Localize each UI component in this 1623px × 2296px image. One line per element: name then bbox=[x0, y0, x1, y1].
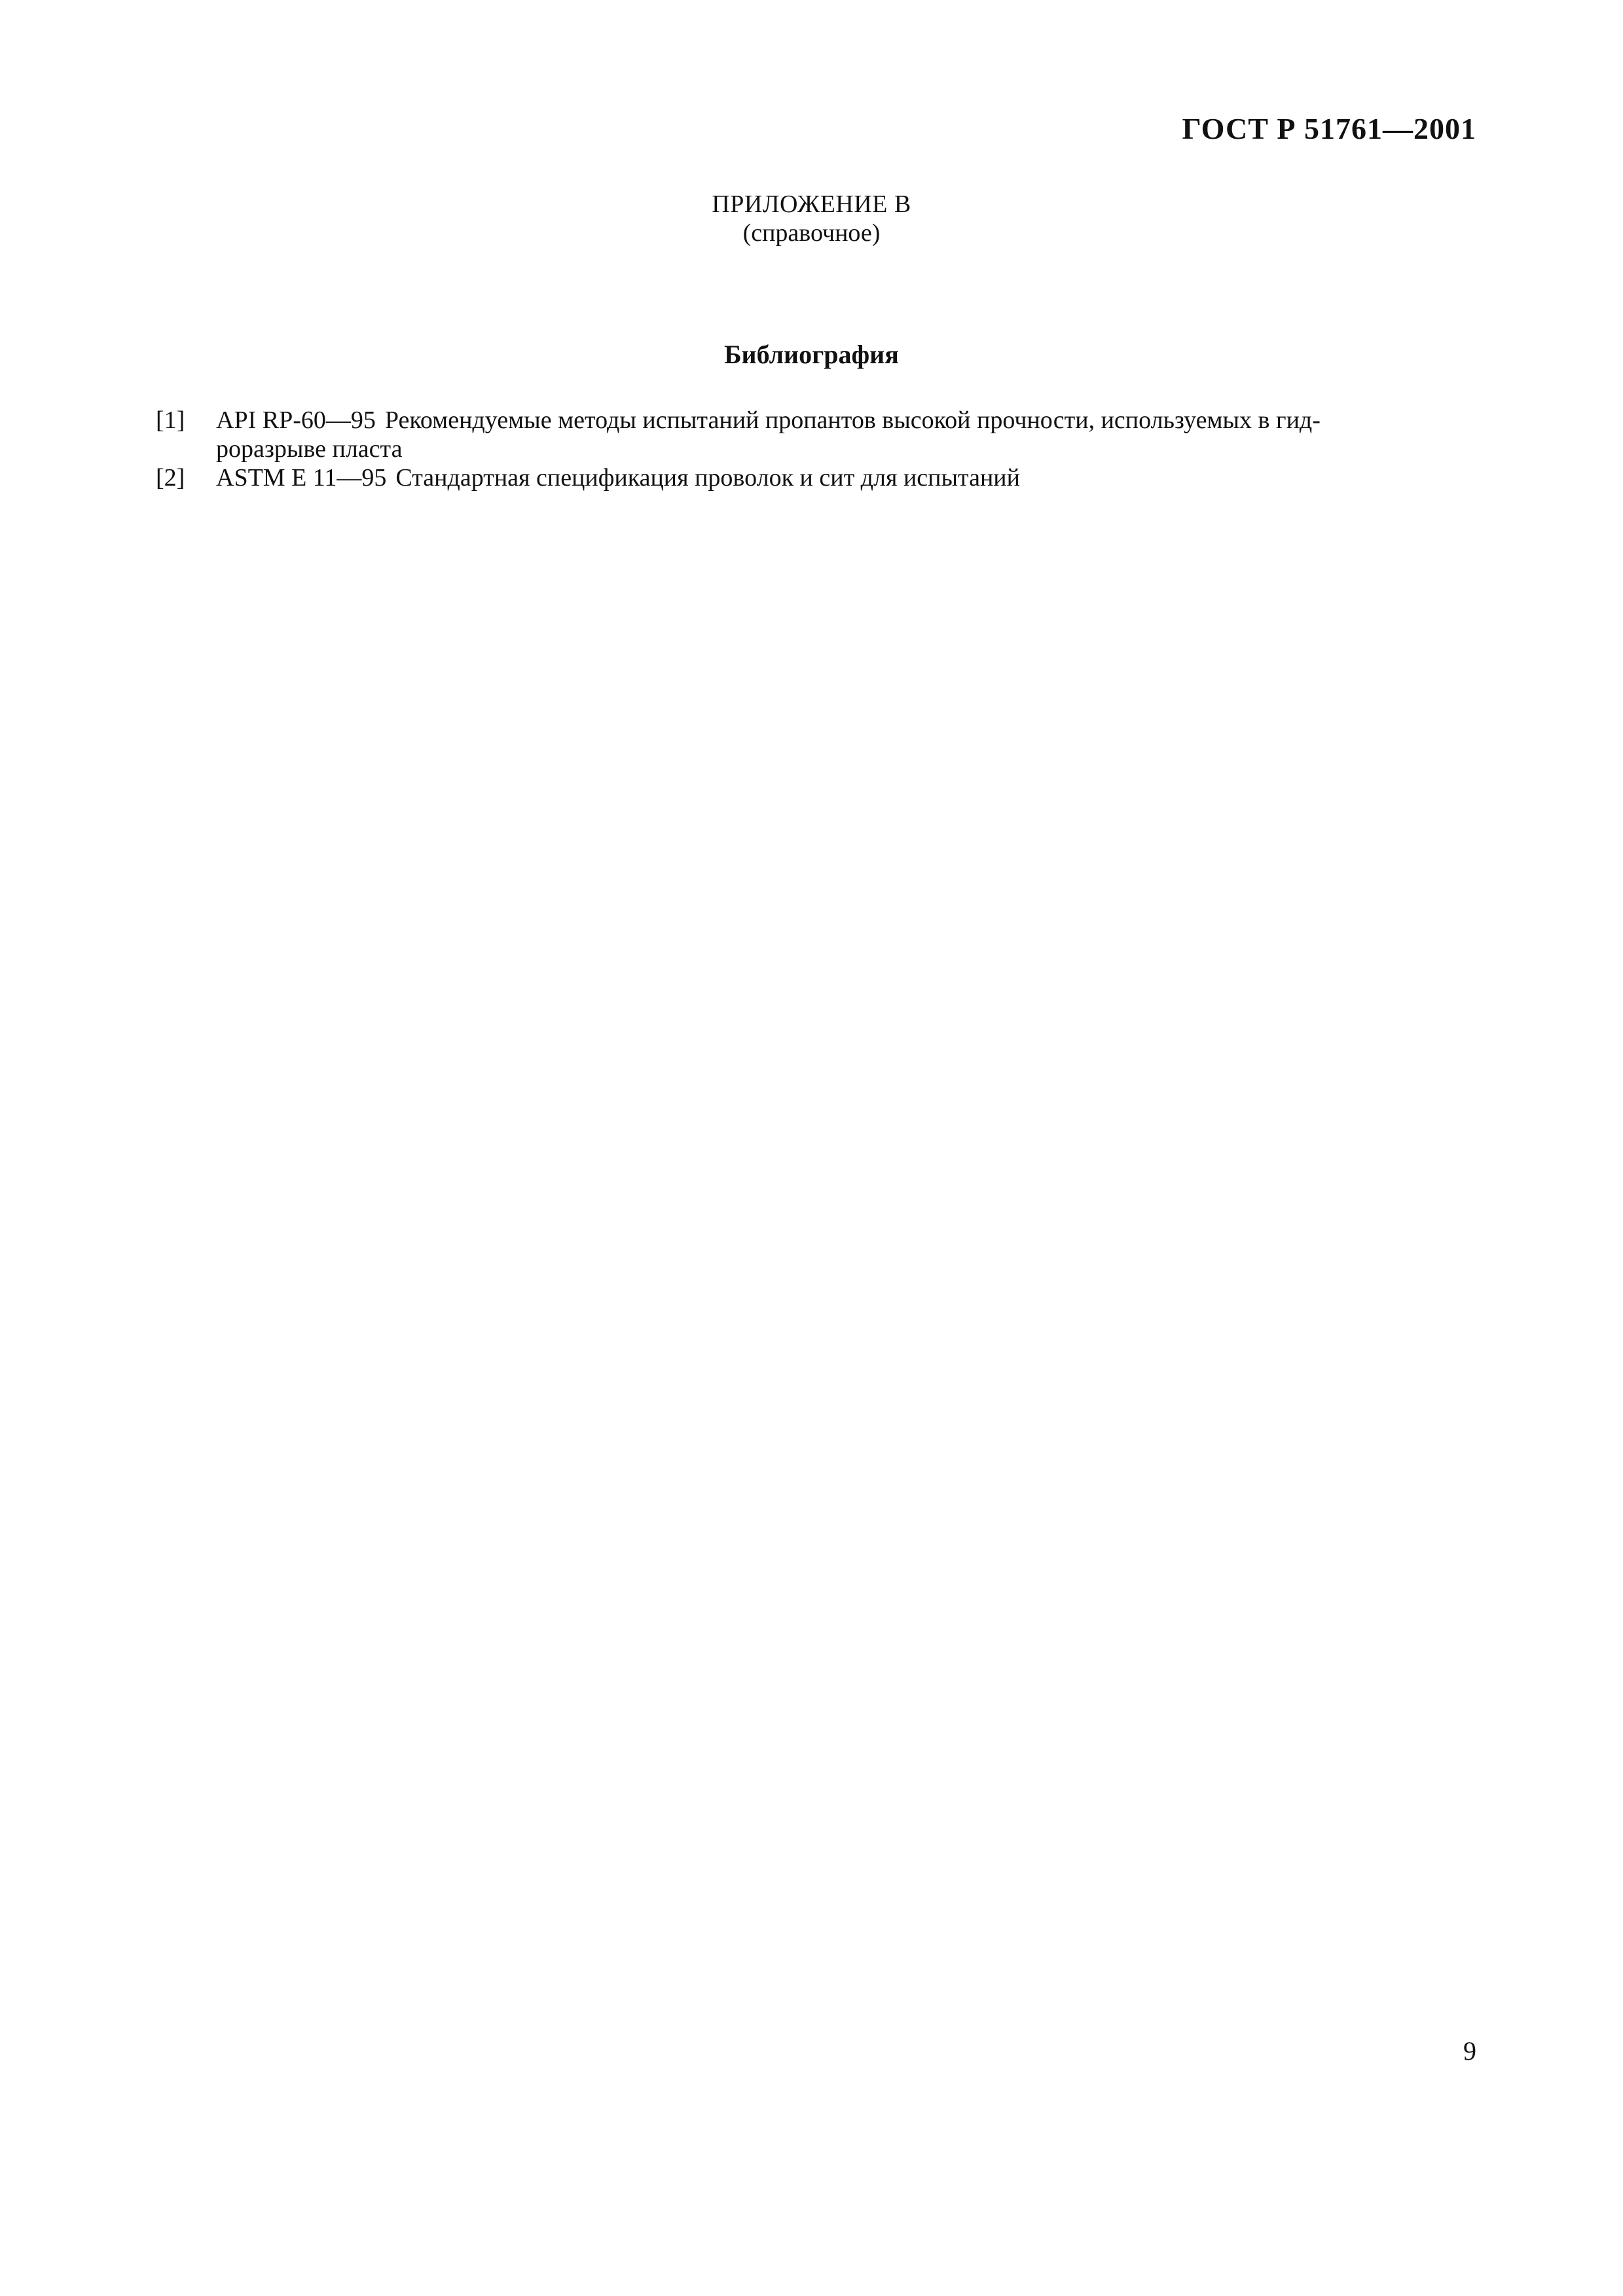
appendix-title: ПРИЛОЖЕНИЕ В bbox=[712, 190, 911, 218]
bibliography-item-number: [2] bbox=[156, 464, 185, 492]
appendix-type: (справочное) bbox=[742, 219, 881, 247]
document-code: ГОСТ Р 51761—2001 bbox=[1182, 112, 1476, 145]
bibliography-item bbox=[156, 463, 1478, 492]
bibliography-item-title-line1: Стандартная спецификация проволок и сит для испытаний bbox=[395, 464, 1020, 492]
bibliography-item-text bbox=[216, 406, 1478, 463]
bibliography-item-number: [1] bbox=[156, 406, 185, 434]
bibliography-item-title-line2: роразрыве пласта bbox=[216, 435, 403, 463]
bibliography-item bbox=[156, 406, 1478, 463]
bibliography-item-code: ASTM E 11—95 bbox=[216, 464, 387, 492]
bibliography-item-text bbox=[216, 463, 1478, 492]
bibliography-item-title-line1: Рекомендуемые методы испытаний пропантов высокой прочности, используемых в гид- bbox=[384, 406, 1321, 434]
bibliography-heading: Библиография bbox=[724, 340, 899, 369]
bibliography-item-code: API RP-60—95 bbox=[216, 406, 376, 434]
bibliography-list bbox=[156, 406, 1478, 492]
page-number: 9 bbox=[1463, 2036, 1476, 2066]
appendix-header bbox=[0, 190, 1623, 247]
